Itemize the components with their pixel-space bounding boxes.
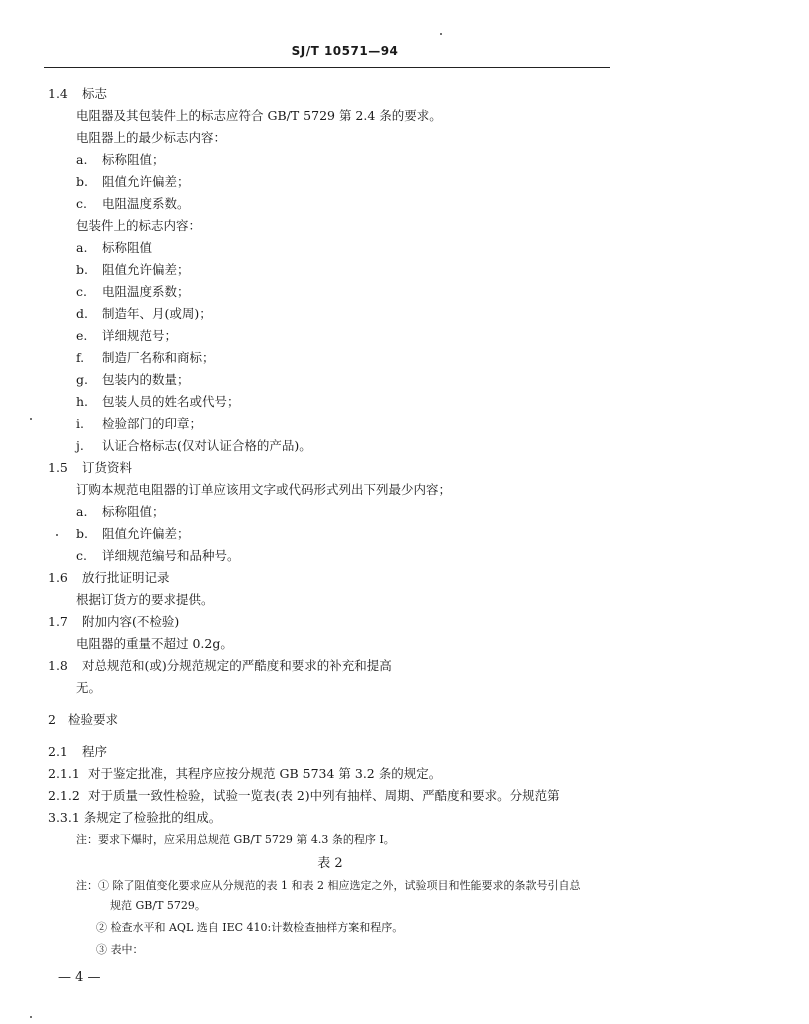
page-number: — 4 — — [58, 970, 101, 985]
list-text: 标称阻值； — [102, 152, 165, 167]
section-number: 1.5 — [48, 460, 68, 475]
section-title: 订货资料 — [82, 460, 133, 475]
list-item — [76, 196, 190, 212]
section-number: 1.4 — [48, 86, 68, 101]
table-note-2: ② 检查水平和 AQL 选自 IEC 410:计数检查抽样方案和程序。 — [96, 921, 404, 934]
list-label: i. — [76, 416, 84, 431]
list-item — [76, 152, 165, 168]
list-label: c. — [76, 548, 87, 563]
list-text: 制造年、月(或周)； — [102, 306, 212, 321]
section-1-7-heading — [48, 614, 179, 630]
list-item — [76, 504, 165, 520]
list-label: j. — [76, 438, 84, 453]
section-1-5-heading — [48, 460, 132, 476]
list-text: 检验部门的印章； — [102, 416, 203, 431]
list-item — [76, 438, 312, 454]
list-item — [76, 416, 202, 432]
clause-2-1-2 — [48, 788, 560, 804]
scan-speck — [440, 33, 442, 35]
list-label: a. — [76, 240, 88, 255]
section-1-4-heading — [48, 86, 107, 102]
scan-speck — [30, 1016, 32, 1018]
section-2-1-heading — [48, 744, 107, 760]
table-note-3: ③ 表中： — [96, 943, 144, 956]
list-item — [76, 548, 240, 564]
list-item — [76, 262, 190, 278]
document-code-header: SJ/T 10571—94 — [291, 44, 399, 58]
paragraph: 电阻器上的最少标志内容： — [76, 130, 227, 145]
list-text: 包装内的数量； — [102, 372, 190, 387]
clause-number: 2.1.2 — [48, 788, 80, 803]
table-caption: 表 2 — [317, 856, 343, 871]
list-label: f. — [76, 350, 85, 365]
list-label: a. — [76, 504, 88, 519]
paragraph: 根据订货方的要求提供。 — [76, 592, 214, 607]
list-item — [76, 350, 215, 366]
list-text: 标称阻值 — [102, 240, 153, 255]
clause-text: 对于质量一致性检验，试验一览表(表 2)中列有抽样、周期、严酷度和要求。分规范第 — [88, 788, 560, 803]
clause-continuation: 3.3.1 条规定了检验批的组成。 — [48, 810, 222, 825]
scan-speck — [30, 418, 32, 420]
section-number: 1.8 — [48, 658, 68, 673]
list-text: 详细规范号； — [102, 328, 178, 343]
list-item — [76, 174, 190, 190]
clause-text: 对于鉴定批准，其程序应按分规范 GB 5734 第 3.2 条的规定。 — [88, 766, 442, 781]
list-item — [76, 372, 190, 388]
note-prefix: 注： — [76, 879, 98, 892]
list-label: a. — [76, 152, 88, 167]
list-text: 认证合格标志(仅对认证合格的产品)。 — [102, 438, 312, 453]
list-text: 包装人员的姓名或代号； — [102, 394, 240, 409]
list-label: c. — [76, 284, 87, 299]
list-label: e. — [76, 328, 88, 343]
list-label: c. — [76, 196, 87, 211]
list-item — [76, 526, 190, 542]
chapter-title: 检验要求 — [68, 712, 119, 727]
list-item — [76, 328, 177, 344]
chapter-2-heading — [48, 712, 118, 728]
section-1-6-heading — [48, 570, 170, 586]
list-item — [76, 240, 152, 256]
list-label: g. — [76, 372, 88, 387]
clause-2-1-1 — [48, 766, 441, 782]
list-text: 详细规范编号和品种号。 — [102, 548, 240, 563]
clause-number: 2.1.1 — [48, 766, 80, 781]
list-label: d. — [76, 306, 88, 321]
section-title: 标志 — [82, 86, 108, 101]
list-text: 标称阻值； — [102, 504, 165, 519]
header-rule — [44, 67, 610, 68]
section-number: 1.7 — [48, 614, 68, 629]
paragraph: 电阻器的重量不超过 0.2g。 — [76, 636, 233, 651]
paragraph: 订购本规范电阻器的订单应该用文字或代码形式列出下列最少内容； — [76, 482, 452, 497]
section-number: 2.1 — [48, 744, 68, 759]
list-text: 电阻温度系数。 — [102, 196, 190, 211]
section-title: 对总规范和(或)分规范规定的严酷度和要求的补充和提高 — [82, 658, 392, 673]
table-note-1-continuation: 规范 GB/T 5729。 — [110, 899, 206, 912]
list-label: h. — [76, 394, 89, 409]
list-text: 阻值允许偏差； — [102, 262, 190, 277]
paragraph: 包装件上的标志内容： — [76, 218, 202, 233]
chapter-number: 2 — [48, 712, 56, 727]
table-note-1 — [76, 878, 580, 894]
note: 注：要求下爆时，应采用总规范 GB/T 5729 第 4.3 条的程序 I。 — [76, 833, 395, 846]
list-label: b. — [76, 526, 88, 541]
section-1-8-heading — [48, 658, 392, 674]
paragraph: 无。 — [76, 680, 102, 695]
note-text: ① 除了阻值变化要求应从分规范的表 1 和表 2 相应选定之外，试验项目和性能要求的条款号引自总 — [98, 879, 581, 892]
list-text: 阻值允许偏差； — [102, 526, 190, 541]
list-label: b. — [76, 174, 88, 189]
scan-speck — [56, 534, 58, 536]
list-item — [76, 394, 240, 410]
section-number: 1.6 — [48, 570, 68, 585]
paragraph: 电阻器及其包装件上的标志应符合 GB/T 5729 第 2.4 条的要求。 — [76, 108, 442, 123]
list-text: 制造厂名称和商标； — [102, 350, 215, 365]
list-label: b. — [76, 262, 88, 277]
section-title: 放行批证明记录 — [82, 570, 170, 585]
list-item — [76, 284, 190, 300]
section-title: 附加内容(不检验) — [82, 614, 180, 629]
list-text: 阻值允许偏差； — [102, 174, 190, 189]
section-title: 程序 — [82, 744, 108, 759]
list-item — [76, 306, 212, 322]
list-text: 电阻温度系数； — [102, 284, 190, 299]
